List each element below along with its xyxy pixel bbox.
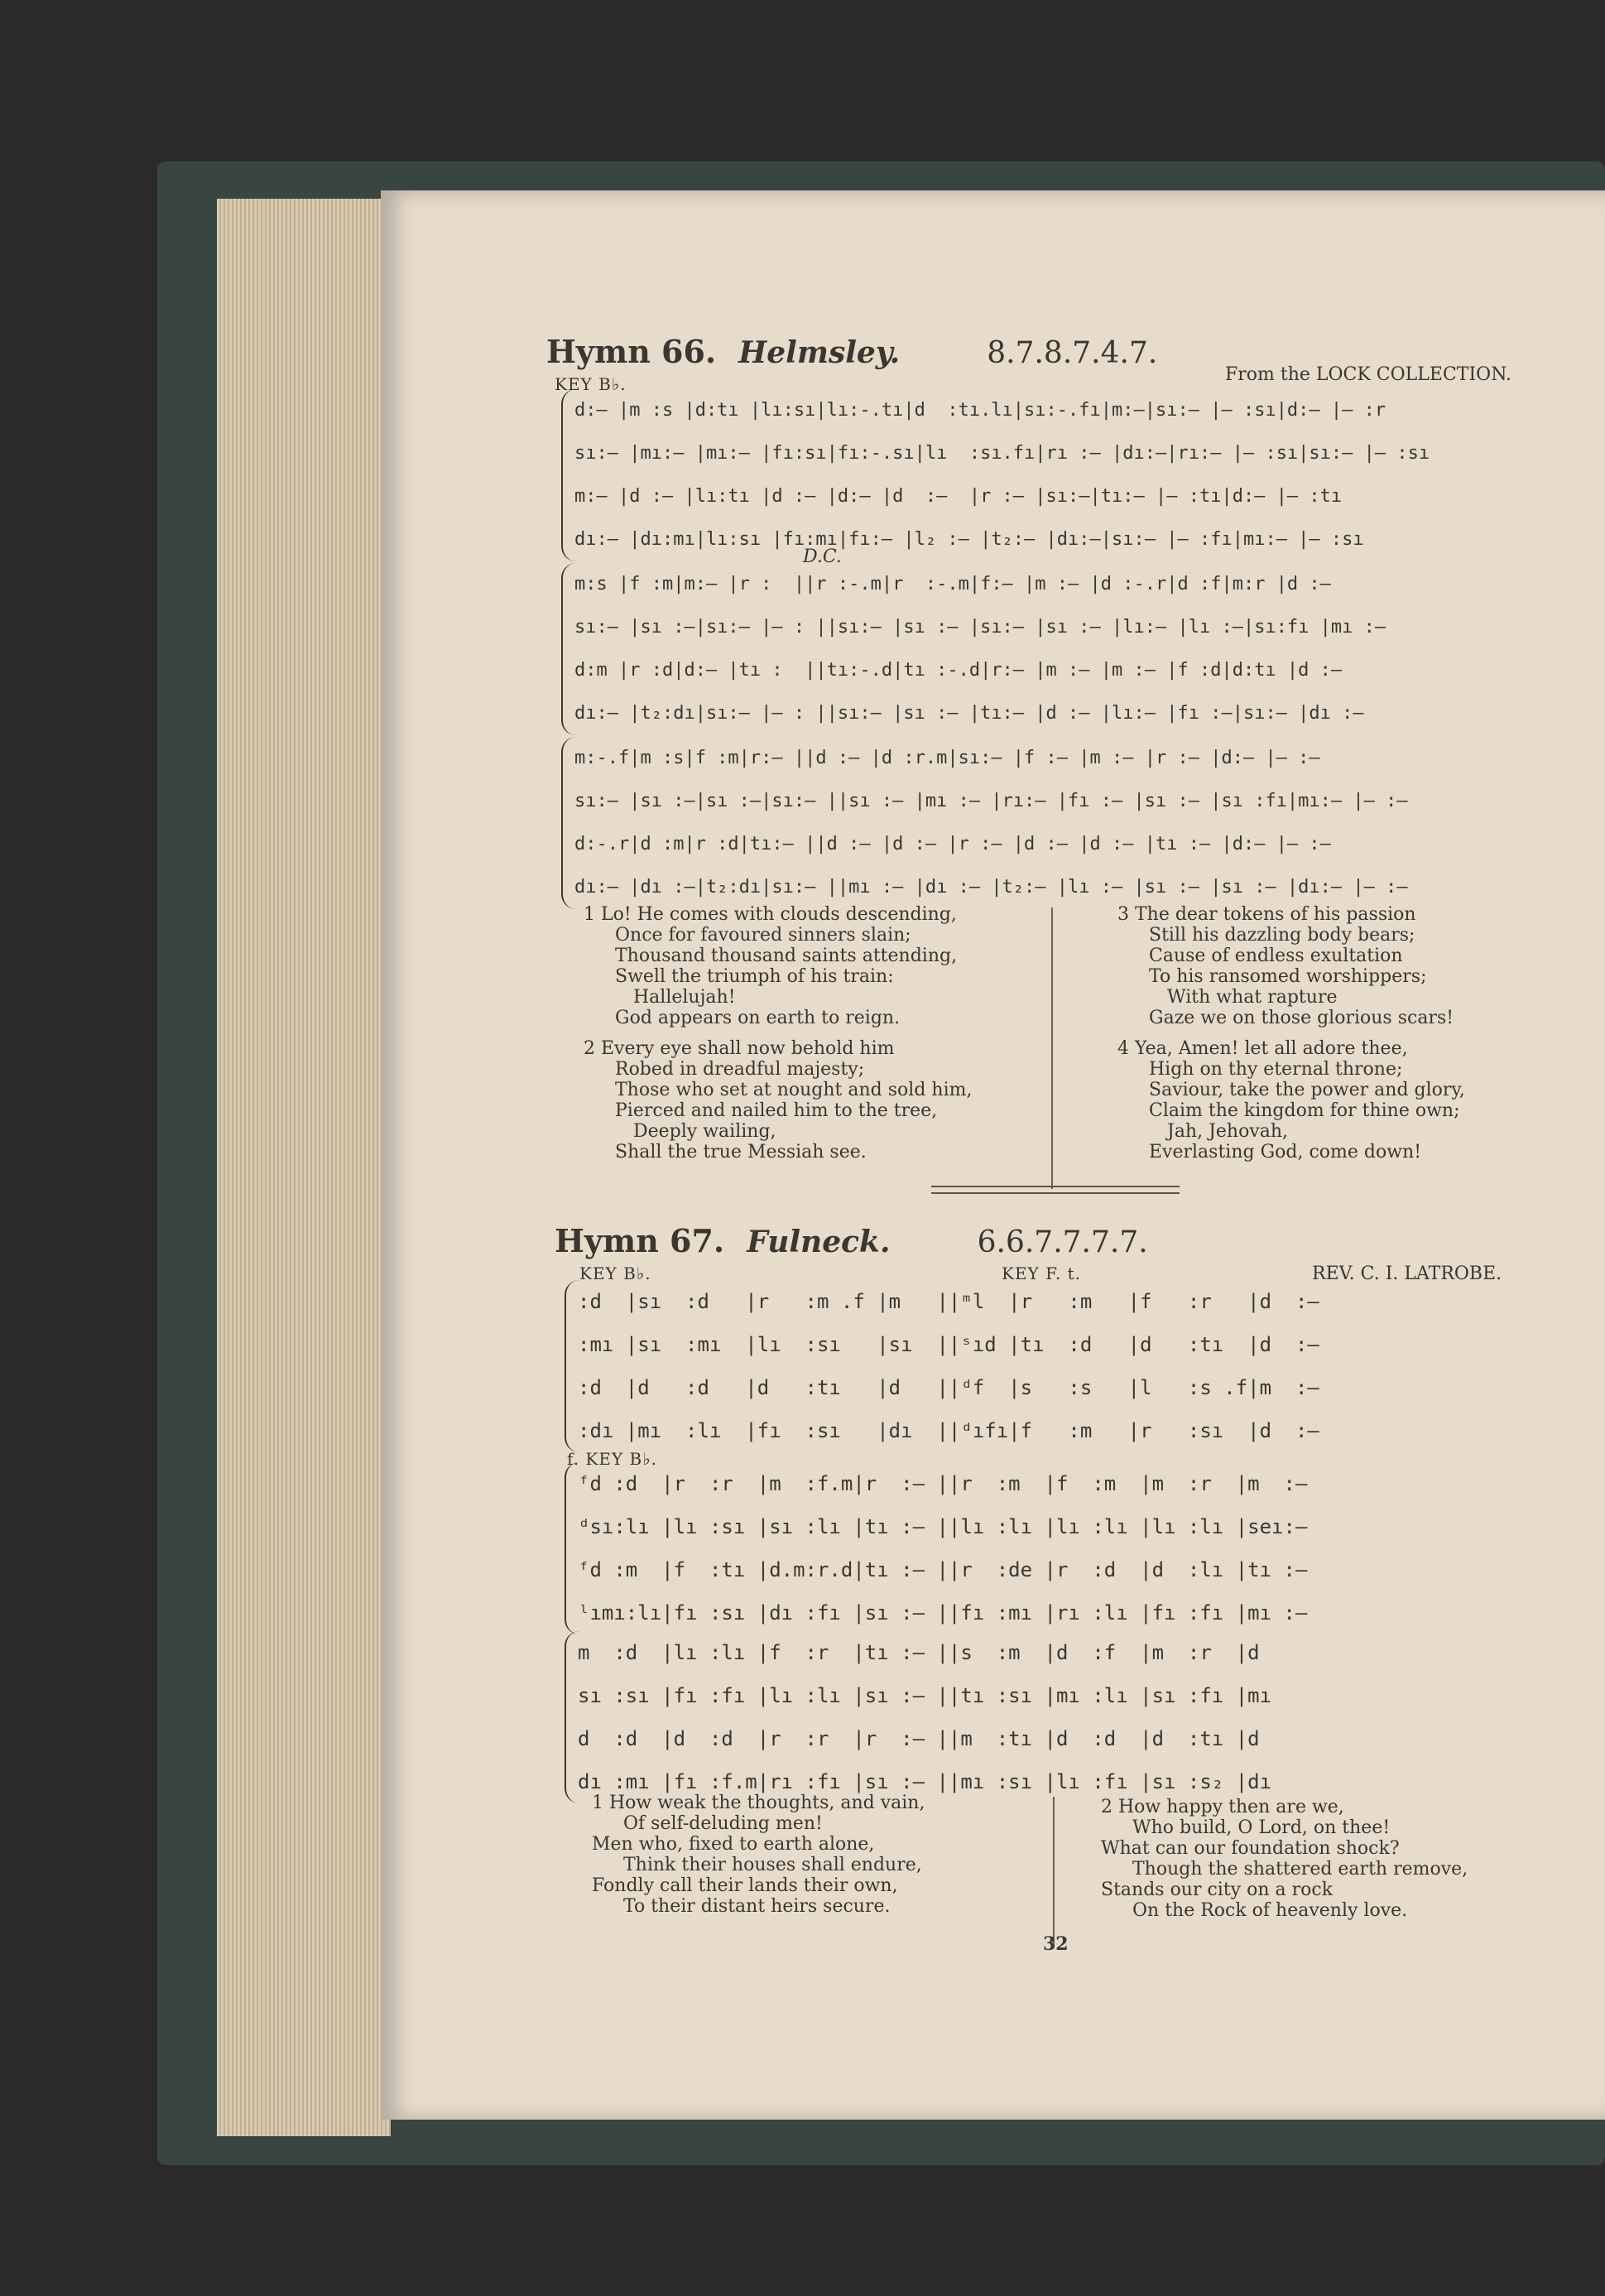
hymn66-verses-left — [584, 904, 972, 1172]
verse-line: 2 Every eye shall now behold him — [584, 1038, 895, 1059]
section-rule — [931, 1186, 1180, 1187]
verse-line: Jah, Jehovah, — [1167, 1121, 1289, 1142]
hymn66-tune: Helmsley. — [738, 335, 901, 370]
hymn67-title — [555, 1222, 1148, 1259]
hymnal-page — [381, 190, 1605, 2120]
hymn67-verses-left — [592, 1793, 925, 1927]
stanza-2 — [1101, 1797, 1468, 1921]
verse-line: Pierced and nailed him to the tree, — [615, 1100, 938, 1121]
hymn66-source: From the LOCK COLLECTION. — [1225, 364, 1512, 385]
stanza-3 — [1117, 904, 1465, 1028]
hymn66-system-2 — [561, 563, 1386, 735]
verse-line: Think their houses shall endure, — [623, 1855, 922, 1875]
verse-line: Though the shattered earth remove, — [1132, 1859, 1468, 1880]
bass-line: dı :mı |fı :f.m|rı :fı |sı :— ||mı :sı |lı :fı |sı :s₂ |dı — [578, 1770, 1272, 1793]
hymn66-system-1 — [561, 389, 1430, 561]
verse-line: Claim the kingdom for thine own; — [1149, 1100, 1460, 1121]
verse-line: Once for favoured sinners slain; — [615, 925, 911, 946]
bass-line: ˡımı:lı|fı :sı |dı :fı |sı :— ||fı :mı |rı :lı |fı :fı |mı :— — [578, 1601, 1308, 1625]
verse-line: 1 Lo! He comes with clouds descending, — [584, 904, 957, 925]
soprano-line: :d |sı :d |r :m .f |m ||ᵐl |r :m |f :r |d :— — [578, 1290, 1319, 1313]
tenor-line: d:-.r|d :m|r :d|tı:— ||d :— |d :— |r :— |d :— |d :— |tı :— |d:— |— :— — [574, 834, 1331, 854]
hymn66-system-3 — [561, 737, 1408, 909]
verse-line: God appears on earth to reign. — [615, 1008, 901, 1028]
stanza-2 — [584, 1038, 972, 1162]
page-edges — [217, 199, 391, 2136]
stanza-1 — [584, 904, 972, 1028]
verse-line: Swell the triumph of his train: — [615, 966, 894, 987]
verse-line: Deeply wailing, — [633, 1121, 776, 1142]
bass-line: dı:— |t₂:dı|sı:— |— : ||sı:— |sı :— |tı:— |d :— |lı:— |fı :—|sı:— |dı :— — [574, 703, 1364, 724]
tenor-line: :d |d :d |d :tı |d ||ᵈf |s :s |l :s .f|m :— — [578, 1376, 1319, 1399]
section-rule — [931, 1192, 1180, 1194]
verse-line: With what rapture — [1167, 987, 1338, 1008]
alto-line: sı:— |mı:— |mı:— |fı:sı|fı:-.sı|lı :sı.fı|rı :— |dı:—|rı:— |— :sı|sı:— |— :sı — [574, 443, 1430, 464]
bass-line: dı:— |dı:mı|lı:sı |fı:mı|fı:— |l₂ :— |t₂:— |dı:—|sı:— |— :fı|mı:— |— :sı — [574, 529, 1364, 550]
hymn67-system-3 — [565, 1631, 1271, 1803]
verse-line: Men who, fixed to earth alone, — [592, 1834, 875, 1855]
verse-line: Cause of endless exultation — [1149, 946, 1403, 966]
bass-line: dı:— |dı :—|t₂:dı|sı:— ||mı :— |dı :— |t₂:— |lı :— |sı :— |sı :— |dı:— |— :— — [574, 877, 1408, 898]
verse-line: Stands our city on a rock — [1101, 1880, 1333, 1900]
alto-line: :mı |sı :mı |lı :sı |sı ||ˢıd |tı :d |d :tı |d :— — [578, 1333, 1319, 1356]
soprano-line: m:-.f|m :s|f :m|r:— ||d :— |d :r.m|sı:— |f :— |m :— |r :— |d:— |— :— — [574, 748, 1320, 768]
verse-line: 1 How weak the thoughts, and vain, — [592, 1793, 925, 1813]
verse-line: What can our foundation shock? — [1101, 1838, 1400, 1859]
verse-line: Gaze we on those glorious scars! — [1149, 1008, 1454, 1028]
hymn67-key-change: KEY F. t. — [1002, 1264, 1081, 1283]
verse-line: Thousand thousand saints attending, — [615, 946, 958, 966]
alto-line: sı:— |sı :—|sı :—|sı:— ||sı :— |mı :— |rı:— |fı :— |sı :— |sı :fı|mı:— |— :— — [574, 791, 1408, 811]
hymn67-system-2 — [565, 1462, 1307, 1634]
hymn66-title — [546, 333, 1157, 370]
soprano-line: ᶠd :d |r :r |m :f.m|r :— ||r :m |f :m |m :r |m :— — [578, 1472, 1308, 1495]
hymn67-verses-right — [1101, 1797, 1468, 1931]
hymn67-meter: 6.6.7.7.7.7. — [977, 1225, 1148, 1259]
bass-line: :dı |mı :lı |fı :sı |dı ||ᵈıfı|f :m |r :sı |d :— — [578, 1419, 1319, 1442]
alto-line: sı:— |sı :—|sı:— |— : ||sı:— |sı :— |sı:— |sı :— |lı:— |lı :—|sı:fı |mı :— — [574, 617, 1386, 638]
stanza-1 — [592, 1793, 925, 1917]
page-number: 32 — [1043, 1933, 1069, 1955]
verse-line: High on thy eternal throne; — [1149, 1059, 1403, 1080]
verse-line: 4 Yea, Amen! let all adore thee, — [1117, 1038, 1408, 1059]
verse-line: Still his dazzling body bears; — [1149, 925, 1415, 946]
verse-line: Hallelujah! — [633, 987, 736, 1008]
verse-line: On the Rock of heavenly love. — [1132, 1900, 1408, 1921]
verse-divider — [1053, 1797, 1055, 1946]
verse-line: 2 How happy then are we, — [1101, 1797, 1344, 1817]
tenor-line: d :d |d :d |r :r |r :— ||m :tı |d :d |d :tı |d — [578, 1727, 1260, 1750]
soprano-line: m:s |f :m|m:— |r : ||r :-.m|r :-.m|f:— |m :— |d :-.r|d :f|m:r |d :— — [574, 574, 1331, 594]
tenor-line: ᶠd :m |f :tı |d.m:r.d|tı :— ||r :de |r :d |d :lı |tı :— — [578, 1558, 1308, 1581]
hymn66-key: KEY B♭. — [555, 374, 627, 394]
verse-line: Everlasting God, come down! — [1149, 1142, 1422, 1162]
soprano-line: d:— |m :s |d:tı |lı:sı|lı:-.tı|d :tı.lı|sı:-.fı|m:—|sı:— |— :sı|d:— |— :r — [574, 400, 1386, 421]
verse-line: Who build, O Lord, on thee! — [1132, 1817, 1391, 1838]
verse-line: 3 The dear tokens of his passion — [1117, 904, 1416, 925]
verse-line: To his ransomed worshippers; — [1149, 966, 1427, 987]
soprano-line: m :d |lı :lı |f :r |tı :— ||s :m |d :f |m :r |d — [578, 1641, 1260, 1664]
verse-line: Of self-deluding men! — [623, 1813, 823, 1834]
verse-line: To their distant heirs secure. — [623, 1896, 891, 1917]
verse-divider — [1051, 907, 1053, 1189]
dc-marking: D.C. — [803, 546, 842, 567]
verse-line: Robed in dreadful majesty; — [615, 1059, 865, 1080]
verse-line: Saviour, take the power and glory, — [1149, 1080, 1465, 1100]
hymn67-number: Hymn 67. — [555, 1222, 725, 1259]
verse-line: Shall the true Messiah see. — [615, 1142, 867, 1162]
hymn66-number: Hymn 66. — [546, 333, 717, 370]
hymn67-key-return: f. KEY B♭. — [567, 1449, 657, 1469]
alto-line: sı :sı |fı :fı |lı :lı |sı :— ||tı :sı |mı :lı |sı :fı |mı — [578, 1684, 1272, 1707]
verse-line: Those who set at nought and sold him, — [615, 1080, 973, 1100]
tenor-line: d:m |r :d|d:— |tı : ||tı:-.d|tı :-.d|r:— |m :— |m :— |f :d|d:tı |d :— — [574, 660, 1343, 681]
stanza-4 — [1117, 1038, 1465, 1162]
hymn67-system-1 — [565, 1280, 1319, 1452]
hymn67-key: KEY B♭. — [579, 1264, 651, 1283]
verse-line: Fondly call their lands their own, — [592, 1875, 898, 1896]
tenor-line: m:— |d :— |lı:tı |d :— |d:— |d :— |r :— |sı:—|tı:— |— :tı|d:— |— :tı — [574, 486, 1343, 507]
hymn67-source: REV. C. I. LATROBE. — [1312, 1264, 1502, 1284]
hymn66-verses-right — [1117, 904, 1465, 1172]
hymn66-meter: 8.7.8.7.4.7. — [987, 336, 1158, 370]
hymn67-tune: Fulneck. — [747, 1225, 891, 1259]
alto-line: ᵈsı:lı |lı :sı |sı :lı |tı :— ||lı :lı |lı :lı |lı :lı |seı:— — [578, 1515, 1308, 1538]
